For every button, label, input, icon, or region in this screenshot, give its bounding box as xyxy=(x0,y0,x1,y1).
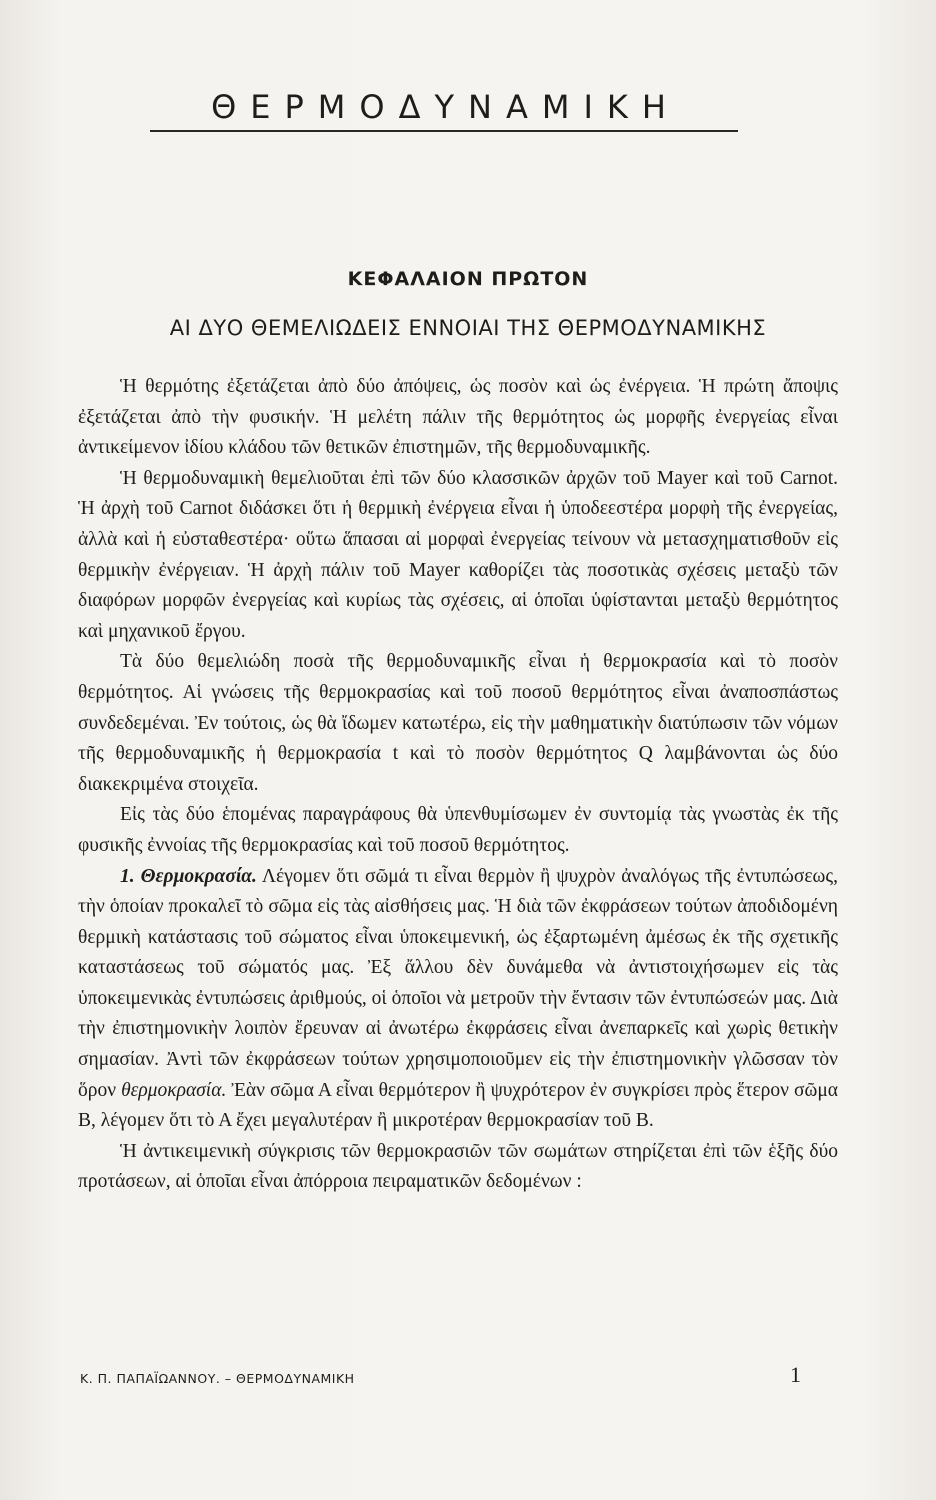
paragraph-5-text-b: Ἐὰν σῶμα Α εἶναι θερμότερον ἢ ψυχρότερον ἐν συγκρίσει πρὸς ἕτερον σῶμα Β, λέγομεν ὅτι τὸ Α ἔχει μεγαλυτέραν ἢ μικροτέραν θερμοκρασίαν τοῦ Β. xyxy=(78,1079,838,1132)
term-temperature: θερμοκρασία. xyxy=(121,1079,227,1101)
paragraph-5-text-a: Λέγομεν ὅτι σῶμά τι εἶναι θερμὸν ἢ ψυχρὸν ἀναλόγως τῆς ἐντυπώσεως, τὴν ὁποίαν προκαλεῖ τὸ σῶμα εἰς τὰς αἰσθήσεις μας. Ἡ διὰ τῶν ἐκφράσεων τούτων ἀποδιδομένη θερμικὴ κατάστασις τοῦ σώματος εἶναι ὑποκειμενική, ὡς ἐξαρτωμένη ἀμέσως ἐκ τῆς σχετικῆς καταστάσεως τοῦ σώματός μας. Ἐξ ἄλλου δὲν δυνάμεθα νὰ ἀντιστοιχήσωμεν εἰς τὰς ὑποκειμενικὰς ἐντυπώσεις ἀριθμούς, οἱ ὁποῖοι νὰ μετροῦν τὴν ἔντασιν τῶν ἐντυπώσεών μας. Διὰ τὴν ἐπιστημονικὴν λοιπὸν ἔρευναν αἱ ἀνωτέρω ἐκφράσεις εἶναι ἀνεπαρκεῖς καὶ χωρὶς θετικὴν σημασίαν. Ἀντὶ τῶν ἐκφράσεων τούτων χρησιμοποιοῦμεν εἰς τὴν ἐπιστημονικὴν γλῶσσαν τὸν ὅρον xyxy=(78,865,838,1101)
footer-signature-number: 1 xyxy=(790,1362,801,1387)
chapter-label: ΚΕΦΑΛΑΙΟΝ ΠΡΩΤΟΝ xyxy=(347,268,589,290)
paragraph-4: Εἰς τὰς δύο ἑπομένας παραγράφους θὰ ὑπενθυμίσωμεν ἐν συντομίᾳ τὰς γνωστὰς ἐκ τῆς φυσικῆς ἐννοίας τῆς θερμοκρασίας καὶ τοῦ ποσοῦ θερμότητος. xyxy=(78,804,838,856)
title-underline xyxy=(150,130,738,132)
paragraph-5 xyxy=(78,862,838,1137)
book-title: ΘΕΡΜΟΔΥΝΑΜΙΚΗ xyxy=(211,88,680,126)
chapter-title: ΑΙ ΔΥΟ ΘΕΜΕΛΙΩΔΕΙΣ ΕΝΝΟΙΑΙ ΤΗΣ ΘΕΡΜΟΔΥΝΑΜΙΚΗΣ xyxy=(169,316,767,340)
paragraph-1: Ἡ θερμότης ἐξετάζεται ἀπὸ δύο ἀπόψεις, ὡς ποσὸν καὶ ὡς ἐνέργεια. Ἡ πρώτη ἄποψις ἐξετάζεται ἀπὸ τὴν φυσικήν. Ἡ μελέτη πάλιν τῆς θερμότητος ὡς μορφῆς ἐνεργείας εἶναι ἀντικείμενον ἰδίου κλάδου τῶν θετικῶν ἐπιστημῶν, τῆς θερμοδυναμικῆς. xyxy=(78,376,838,459)
paragraph-2: Ἡ θερμοδυναμικὴ θεμελιοῦται ἐπὶ τῶν δύο κλασσικῶν ἀρχῶν τοῦ Mayer καὶ τοῦ Carnot. Ἡ ἀρχὴ τοῦ Carnot διδάσκει ὅτι ἡ θερμικὴ ἐνέργεια εἶναι ἡ ὑποδεεστέρα μορφὴ τῆς ἐνεργείας, ἀλλὰ καὶ ἡ εὐσταθεστέρα· οὕτω ἅπασαι αἱ μορφαὶ ἐνεργείας τείνουν νὰ μετασχηματισθοῦν εἰς θερμικὴν ἐνέργειαν. Ἡ ἀρχὴ πάλιν τοῦ Mayer καθορίζει τὰς ποσοτικὰς σχέσεις μεταξὺ τῶν διαφόρων μορφῶν ἐνεργείας καὶ κυρίως τὰς σχέσεις, αἱ ὁποῖαι ὑφίστανται μεταξὺ θερμότητος καὶ μηχανικοῦ ἔργου. xyxy=(78,467,838,642)
paragraph-3: Τὰ δύο θεμελιώδη ποσὰ τῆς θερμοδυναμικῆς εἶναι ἡ θερμοκρασία καὶ τὸ ποσὸν θερμότητος. Αἱ γνώσεις τῆς θερμοκρασίας καὶ τοῦ ποσοῦ θερμότητος εἶναι ἀναποσπάστως συνδεδεμέναι. Ἐν τούτοις, ὡς θὰ ἴδωμεν κατωτέρω, εἰς τὴν μαθηματικὴν διατύπωσιν τῶν νόμων τῆς θερμοδυναμικῆς ἡ θερμοκρασία t καὶ τὸ ποσὸν θερμότητος Q λαμβάνονται ὡς δύο διακεκριμένα στοιχεῖα. xyxy=(78,651,838,795)
section-heading-temperature: 1. Θερμοκρασία. xyxy=(120,865,257,887)
paragraph-6: Ἡ ἀντικειμενικὴ σύγκρισις τῶν θερμοκρασιῶν τῶν σωμάτων στηρίζεται ἐπὶ τῶν ἑξῆς δύο προτάσεων, αἱ ὁποῖαι εἶναι ἀπόρροια πειραματικῶν δεδομένων : xyxy=(78,1140,838,1193)
body-text xyxy=(78,372,838,1198)
footer-author-title: Κ. Π. ΠΑΠΑΪΩΑΝΝΟΥ. – ΘΕΡΜΟΔΥΝΑΜΙΚΗ xyxy=(80,1371,355,1386)
